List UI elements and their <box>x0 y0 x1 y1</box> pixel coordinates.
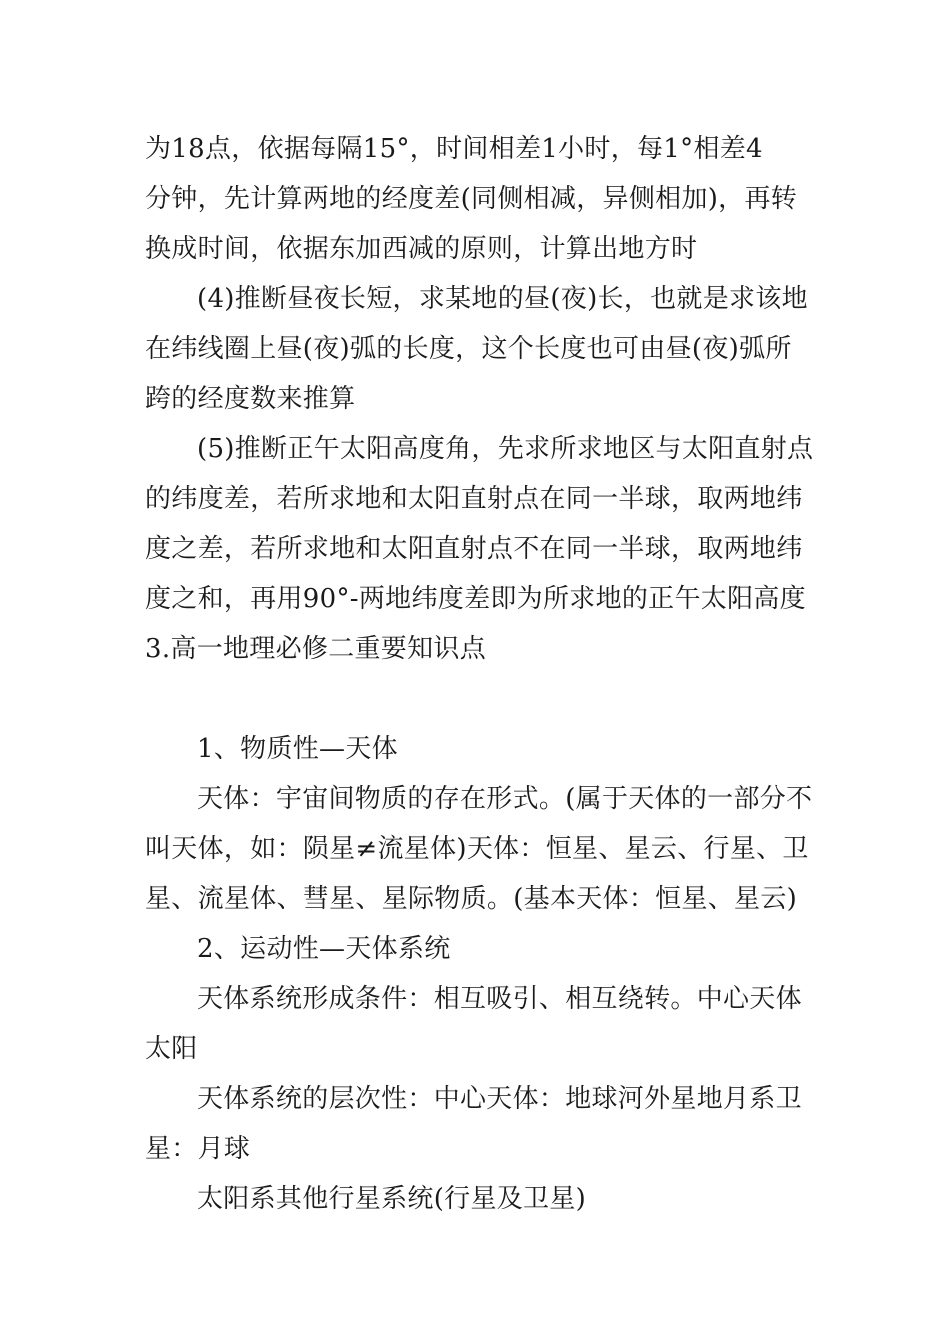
blank-line <box>145 674 810 724</box>
text-line: 天体：宇宙间物质的存在形式。(属于天体的一部分不 <box>197 784 813 814</box>
subsection-heading: 2、运动性—天体系统 <box>197 934 451 964</box>
text-line: 太阳 <box>145 1034 198 1064</box>
text-line: 分钟，先计算两地的经度差(同侧相减，异侧相加)，再转 <box>145 184 798 214</box>
section-heading: 3.高一地理必修二重要知识点 <box>145 634 487 664</box>
text-line: 度之差，若所求地和太阳直射点不在同一半球，取两地纬 <box>145 534 803 564</box>
text-line: 天体系统的层次性：中心天体：地球河外星地月系卫 <box>197 1084 802 1114</box>
text-line: 太阳系其他行星系统(行星及卫星) <box>197 1184 587 1214</box>
text-line: (4)推断昼夜长短，求某地的昼(夜)长，也就是求该地 <box>197 284 808 314</box>
text-line: 叫天体，如：陨星≠流星体)天体：恒星、星云、行星、卫 <box>145 834 809 864</box>
subsection-heading: 1、物质性—天体 <box>197 734 398 764</box>
text-line: 星、流星体、彗星、星际物质。(基本天体：恒星、星云) <box>145 884 798 914</box>
text-line: 度之和，再用90°-两地纬度差即为所求地的正午太阳高度 <box>145 584 806 614</box>
text-line: 为18点，依据每隔15°，时间相差1小时，每1°相差4 <box>145 134 763 164</box>
text-line: 换成时间，依据东加西减的原则，计算出地方时 <box>145 234 698 264</box>
text-line: 星：月球 <box>145 1134 251 1164</box>
text-line: 天体系统形成条件：相互吸引、相互绕转。中心天体 <box>197 984 802 1014</box>
document-body <box>145 124 814 1224</box>
text-line: 在纬线圈上昼(夜)弧的长度，这个长度也可由昼(夜)弧所 <box>145 334 792 364</box>
text-line: 的纬度差，若所求地和太阳直射点在同一半球，取两地纬 <box>145 484 803 514</box>
text-line: (5)推断正午太阳高度角，先求所求地区与太阳直射点 <box>197 434 814 464</box>
text-line: 跨的经度数来推算 <box>145 384 356 414</box>
